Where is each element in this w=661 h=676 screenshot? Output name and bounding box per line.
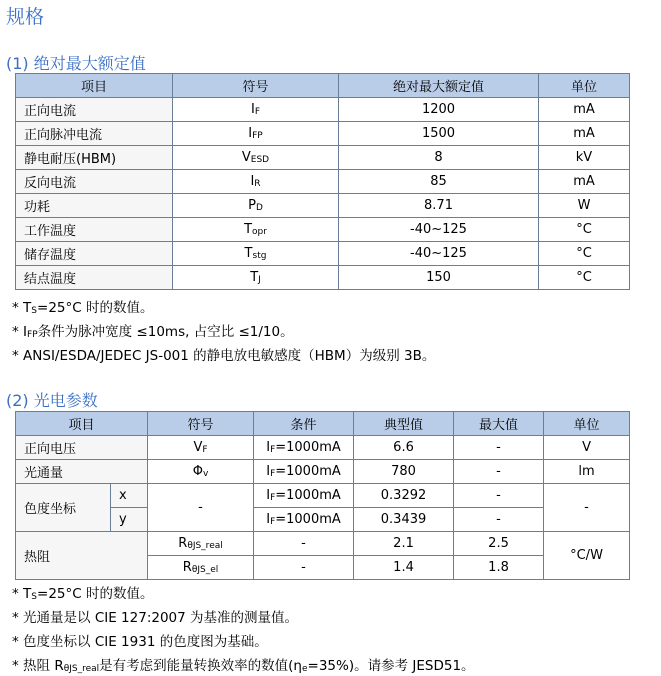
- note-ts: * $T_S=25^\circ C$ 时的数值。: [12, 300, 154, 316]
- row-typical: 0.3439: [354, 508, 454, 532]
- page-title: 规格: [6, 6, 45, 28]
- table-row: [16, 170, 630, 194]
- row-unit: mA: [539, 98, 630, 122]
- row-symbol: $R_{\theta JS\_real}$: [148, 532, 254, 556]
- row-symbol: $T_{opr}$: [173, 218, 339, 242]
- table-row: [16, 266, 630, 290]
- header-item: 项目: [16, 74, 173, 98]
- note-ts: * $T_S=25^\circ C$ 时的数值。: [12, 586, 154, 602]
- row-max: -: [454, 484, 544, 508]
- row-value: 85: [339, 170, 539, 194]
- row-value: -40~125: [339, 218, 539, 242]
- row-value: 150: [339, 266, 539, 290]
- row-condition: $I_F=1000mA$: [254, 484, 354, 508]
- row-unit: °C: [539, 266, 630, 290]
- row-symbol: $\Phi_v$: [148, 460, 254, 484]
- table-row: [16, 242, 630, 266]
- row-unit: mA: [539, 122, 630, 146]
- row-unit: °C: [539, 218, 630, 242]
- table-row: [16, 436, 630, 460]
- row-item: 正向脉冲电流: [16, 122, 173, 146]
- row-symbol: $R_{\theta JS\_el}$: [148, 556, 254, 580]
- row-symbol: -: [148, 484, 254, 532]
- row-symbol: $I_F$: [173, 98, 339, 122]
- row-typical: 1.4: [354, 556, 454, 580]
- table-row: [16, 218, 630, 242]
- table-header-row: [16, 74, 630, 98]
- row-unit: lm: [544, 460, 630, 484]
- table-row: [16, 460, 630, 484]
- header-item: 项目: [16, 412, 148, 436]
- header-condition: 条件: [254, 412, 354, 436]
- row-unit: V: [544, 436, 630, 460]
- row-value: 1200: [339, 98, 539, 122]
- optical-parameters-table: [15, 411, 630, 580]
- note-ifp: * $I_{FP}$条件为脉冲宽度 ≤10ms, 占空比 ≤1/10。: [12, 324, 294, 340]
- note-thermal-resistance: * 热阻 $R_{\theta JS\_real}$是有考虑到能量转换效率的数值$(\eta_e=35\%)$。请参考 JESD51。: [12, 658, 475, 674]
- note-chromaticity: * 色度坐标以 CIE 1931 的色度图为基础。: [12, 634, 268, 650]
- header-typical: 典型值: [354, 412, 454, 436]
- row-unit: mA: [539, 170, 630, 194]
- row-max: -: [454, 460, 544, 484]
- row-subitem-x: x: [111, 484, 148, 508]
- row-typical: 6.6: [354, 436, 454, 460]
- table-row: [16, 484, 630, 508]
- row-condition: -: [254, 532, 354, 556]
- row-item: 正向电流: [16, 98, 173, 122]
- note-flux: * 光通量是以 CIE 127:2007 为基准的测量值。: [12, 610, 299, 626]
- row-item: 反向电流: [16, 170, 173, 194]
- row-condition: $I_F=1000mA$: [254, 508, 354, 532]
- table-row: [16, 194, 630, 218]
- row-item: 静电耐压(HBM): [16, 146, 173, 170]
- header-symbol: 符号: [148, 412, 254, 436]
- row-condition: $I_F=1000mA$: [254, 436, 354, 460]
- row-unit: °C: [539, 242, 630, 266]
- row-unit: kV: [539, 146, 630, 170]
- header-rating: 绝对最大额定值: [339, 74, 539, 98]
- row-typical: 2.1: [354, 532, 454, 556]
- row-item: 功耗: [16, 194, 173, 218]
- row-value: 1500: [339, 122, 539, 146]
- row-max: -: [454, 436, 544, 460]
- row-value: -40~125: [339, 242, 539, 266]
- row-symbol: $V_F$: [148, 436, 254, 460]
- row-symbol: $I_R$: [173, 170, 339, 194]
- row-symbol: $I_{FP}$: [173, 122, 339, 146]
- row-max: -: [454, 508, 544, 532]
- row-condition: $I_F=1000mA$: [254, 460, 354, 484]
- row-max: 2.5: [454, 532, 544, 556]
- row-item: 储存温度: [16, 242, 173, 266]
- section-heading-optical: (2) 光电参数: [6, 391, 98, 410]
- row-item: 光通量: [16, 460, 148, 484]
- absolute-max-ratings-table: [15, 73, 630, 290]
- row-unit: W: [539, 194, 630, 218]
- row-item: 热阻: [16, 532, 148, 580]
- row-item: 工作温度: [16, 218, 173, 242]
- table-row: [16, 146, 630, 170]
- row-typical: 780: [354, 460, 454, 484]
- row-symbol: $V_{ESD}$: [173, 146, 339, 170]
- row-unit: -: [544, 484, 630, 532]
- table-header-row: [16, 412, 630, 436]
- row-item: 结点温度: [16, 266, 173, 290]
- table-row: [16, 98, 630, 122]
- header-unit: 单位: [539, 74, 630, 98]
- header-max: 最大值: [454, 412, 544, 436]
- row-condition: -: [254, 556, 354, 580]
- row-item: 色度坐标: [16, 484, 111, 532]
- header-symbol: 符号: [173, 74, 339, 98]
- row-subitem-y: y: [111, 508, 148, 532]
- note-esd: * ANSI/ESDA/JEDEC JS-001 的静电放电敏感度（HBM）为级别 3B。: [12, 348, 436, 364]
- table-row: [16, 122, 630, 146]
- row-typical: 0.3292: [354, 484, 454, 508]
- table-row: [16, 532, 630, 556]
- row-max: 1.8: [454, 556, 544, 580]
- row-value: 8: [339, 146, 539, 170]
- row-symbol: $T_{stg}$: [173, 242, 339, 266]
- section-heading-absolute-max: (1) 绝对最大额定值: [6, 54, 146, 73]
- row-value: 8.71: [339, 194, 539, 218]
- row-item: 正向电压: [16, 436, 148, 460]
- header-unit: 单位: [544, 412, 630, 436]
- row-symbol: $T_J$: [173, 266, 339, 290]
- row-symbol: $P_D$: [173, 194, 339, 218]
- row-unit: °C/W: [544, 532, 630, 580]
